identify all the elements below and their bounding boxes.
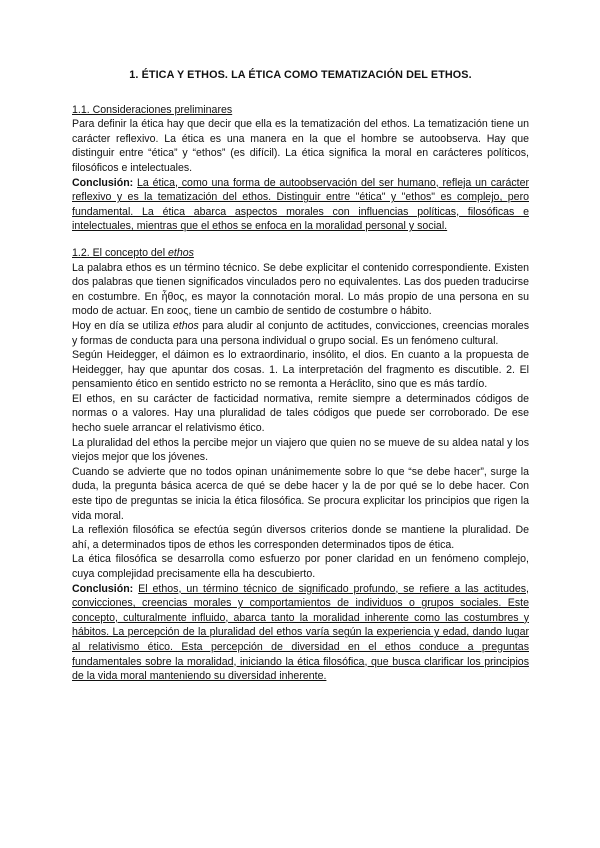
conclusion-text: El ethos, un término técnico de significado profundo, se refiere a las actitudes, convicciones, creencias morales y comportamientos de individuos o grupos sociales. Este concepto, culturalmente influido, abarca tanto la moralidad inherente como las costumbres y hábitos. La percepción de la pluralidad del ethos varía según la experiencia y edad, dando lugar al relativismo ético. Esta percepción de diversidad en el ethos conduce a preguntas fundamentales sobre la moralidad, iniciando la ética filosófica, que busca clarificar los principios de la vida moral manteniendo su diversidad inherente. [72, 582, 529, 683]
paragraph [72, 319, 529, 348]
section-heading: 1.1. Consideraciones preliminares [72, 103, 233, 116]
text-span: para aludir al conjunto de actitudes, convicciones, creencias morales y formas de conducta para una persona individual o grupo social. Es un fenómeno cultural. [72, 319, 529, 347]
paragraph: La pluralidad del ethos la percibe mejor un viajero que quien no se mueve de su aldea natal y los viejos mejor que los jóvenes. [72, 436, 529, 464]
conclusion-label: Conclusión: [72, 176, 134, 189]
paragraph: La ética filosófica se desarrolla como esfuerzo por poner claridad en un fenómeno complejo, cuya complejidad precisamente ella ha descubierto. [72, 553, 529, 580]
paragraph: Para definir la ética hay que decir que ella es la tematización del ethos. La tematización tiene un carácter reflexivo. La ética es una manera en la que el hombre se autoobserva. Hay que distinguir entre “ética” y “ethos” (es difícil). La ética significa la moral en carácteres políticos, filosóficos e intelectuales. [72, 118, 529, 174]
heading-prefix: 1.2. El concepto del [72, 246, 168, 259]
conclusion-label: Conclusión: [72, 582, 134, 595]
section-heading [72, 246, 529, 261]
conclusion-paragraph [72, 582, 529, 684]
paragraph: Cuando se advierte que no todos opinan unánimemente sobre lo que “se debe hacer”, surge la duda, la pregunta básica acerca de qué se debe hacer y la de por qué se lo debe hacer. Con este tipo de preguntas se inicia la ética filosófica. Se procura explicitar los principios que rigen la vida moral. [72, 465, 529, 522]
heading-emphasis: ethos [168, 246, 194, 259]
section-preliminary [72, 103, 529, 234]
paragraph: La palabra ethos es un término técnico. Se debe explicitar el contenido correspondiente. Existen dos palabras que tienen significados vinculados pero no equivalentes. Las dos pueden traducirse en costumbre. En ἦθος, es mayor la connotación moral. Lo más propio de una persona en su modo de actuar. En εοος, tiene un cambio de sentido de costumbre o hábito. [72, 261, 529, 318]
paragraph: El ethos, en su carácter de facticidad normativa, remite siempre a determinados códigos de normas o a valores. Hay una pluralidad de tales códigos que puede ser corroborado. De ese hecho suele arrancar el relativismo ético. [72, 392, 529, 435]
emphasis: ethos [172, 319, 199, 332]
paragraph: La reflexión filosófica se efectúa según diversos criterios donde se mantiene la pluralidad. De ahí, a determinados tipos de ethos les corresponden determinados tipos de ética. [72, 524, 529, 551]
text-span: Hoy en día se utiliza [72, 319, 173, 332]
document-page [72, 68, 529, 684]
conclusion-paragraph [72, 176, 529, 234]
section-ethos-concept [72, 246, 529, 684]
document-title: 1. ÉTICA Y ETHOS. LA ÉTICA COMO TEMATIZACIÓN DEL ETHOS. [129, 69, 472, 81]
paragraph: Según Heidegger, el dáimon es lo extraordinario, insólito, el dios. En cuanto a la propuesta de Heidegger, hay que apuntar dos cosas. 1. La interpretación del fragmento es discutible. 2. El pensamiento ético en sentido estricto no se remonta a Heráclito, sino que es más tardío. [72, 349, 529, 391]
conclusion-text: La ética, como una forma de autoobservación del ser humano, refleja un carácter reflexivo y es la tematización del ethos. Distinguir entre "ética" y "ethos" es complejo, pero fundamental. La ética abarca aspectos morales con influencias políticas, filosóficas e intelectuales, mientras que el ethos se enfoca en la moralidad personal y social. [72, 176, 529, 233]
